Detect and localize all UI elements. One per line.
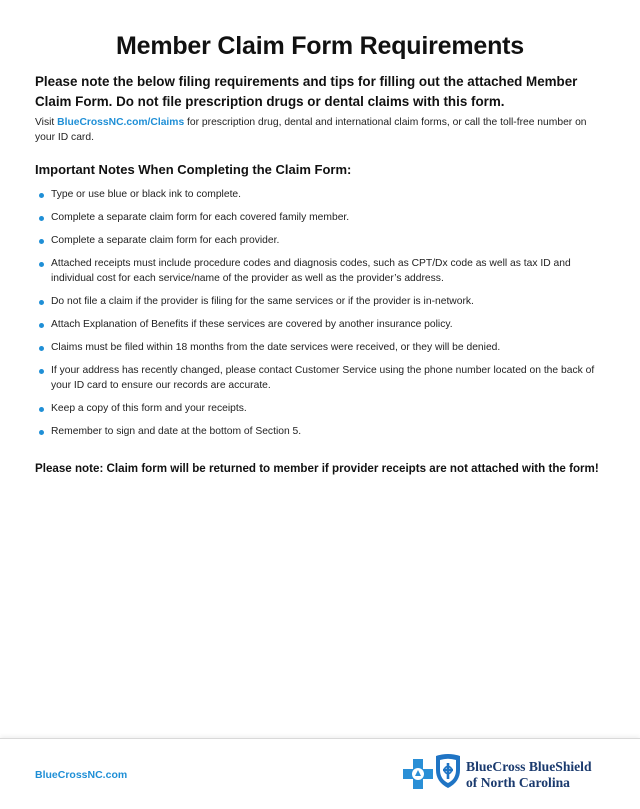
note-item xyxy=(35,402,605,417)
note-item xyxy=(35,211,605,226)
note-item xyxy=(35,364,605,393)
intro-paragraph: Please note the below filing requirements and tips for filling out the attached Member Claim Form. Do not file prescription drugs or dental claims with this form. xyxy=(35,74,578,109)
closing-note: Please note: Claim form will be returned to member if provider receipts are not attached with the form! xyxy=(35,462,599,475)
logo-line-2: of North Carolina xyxy=(466,774,570,790)
bullet-icon xyxy=(39,430,44,435)
logo-line-1: BlueCross BlueShield xyxy=(466,759,592,774)
note-text: Remember to sign and date at the bottom of Section 5. xyxy=(51,425,302,437)
bullet-icon xyxy=(39,369,44,374)
notes-heading: Important Notes When Completing the Claim Form: xyxy=(35,162,352,177)
notes-list xyxy=(35,188,605,448)
note-text: Complete a separate claim form for each provider. xyxy=(51,235,280,247)
note-item xyxy=(35,295,605,310)
note-text: Do not file a claim if the provider is filing for the same services or if the provider is in-network. xyxy=(51,295,474,307)
blue-shield-icon xyxy=(434,753,462,789)
note-item xyxy=(35,318,605,333)
claims-link[interactable]: BlueCrossNC.com/Claims xyxy=(57,117,185,128)
note-item xyxy=(35,188,605,203)
visit-suffix: for prescription drug, dental and international claim forms, or call the toll-free number on your ID card. xyxy=(35,117,587,143)
footer-website-link[interactable]: BlueCrossNC.com xyxy=(35,769,128,781)
bullet-icon xyxy=(39,407,44,412)
visit-prefix: Visit xyxy=(35,117,58,128)
note-text: If your address has recently changed, please contact Customer Service using the phone number located on the back of your ID card to ensure our records are accurate. xyxy=(51,365,595,391)
logo-wordmark xyxy=(466,759,592,790)
page-footer xyxy=(0,738,640,809)
visit-paragraph xyxy=(35,116,595,145)
note-text: Complete a separate claim form for each covered family member. xyxy=(51,212,350,224)
note-text: Type or use blue or black ink to complete. xyxy=(51,189,242,200)
bullet-icon xyxy=(39,193,44,198)
bullet-icon xyxy=(39,346,44,351)
blue-cross-icon xyxy=(403,759,433,789)
note-item xyxy=(35,257,605,286)
bullet-icon xyxy=(39,239,44,244)
bullet-icon xyxy=(39,262,44,267)
note-text: Attach Explanation of Benefits if these services are covered by another insurance policy. xyxy=(51,318,453,330)
bullet-icon xyxy=(39,323,44,328)
note-text: Keep a copy of this form and your receipts. xyxy=(51,402,247,414)
note-item xyxy=(35,341,605,356)
bullet-icon xyxy=(39,300,44,305)
note-text: Claims must be filed within 18 months from the date services were received, or they will be denied. xyxy=(51,342,501,354)
page-title: Member Claim Form Requirements xyxy=(116,32,524,60)
bullet-icon xyxy=(39,216,44,221)
bcbsnc-logo xyxy=(403,753,613,797)
note-item xyxy=(35,234,605,249)
note-item xyxy=(35,425,605,440)
note-text: Attached receipts must include procedure codes and diagnosis codes, such as CPT/Dx code as well as tax ID and individual cost for each service/name of the provider as well as the provider’s address. xyxy=(51,258,571,284)
